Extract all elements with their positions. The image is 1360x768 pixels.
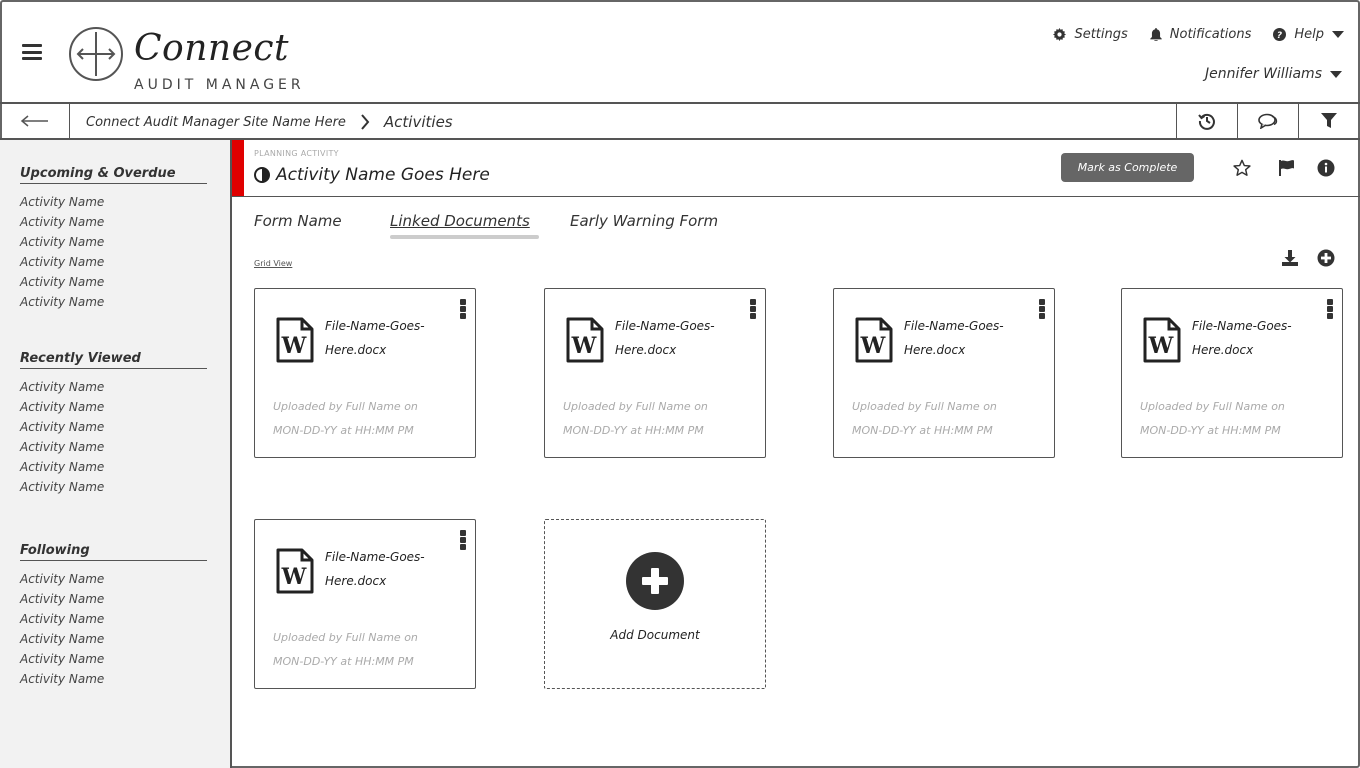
- add-document-card[interactable]: [544, 519, 766, 689]
- svg-text:W: W: [281, 564, 307, 590]
- sidebar-heading: Following: [20, 543, 207, 561]
- sidebar-item[interactable]: Activity Name: [20, 652, 105, 666]
- back-button[interactable]: [0, 104, 70, 138]
- activity-header: [232, 140, 1360, 197]
- document-upload-info: Uploaded by Full Name on MON-DD-YY at HH:MM PM: [852, 400, 997, 437]
- chevron-right-icon: [360, 114, 370, 130]
- sidebar-item[interactable]: Activity Name: [20, 215, 105, 229]
- info-icon: [1317, 159, 1335, 177]
- sidebar-section-following: [20, 543, 207, 689]
- connect-logo-icon: [68, 26, 124, 82]
- sidebar: [0, 140, 232, 768]
- document-file-name: File-Name-Goes- Here.docx: [904, 319, 1004, 357]
- document-file-name: File-Name-Goes- Here.docx: [1192, 319, 1292, 357]
- user-name-label: Jennifer Williams: [1204, 66, 1322, 82]
- breadcrumb: [86, 113, 453, 131]
- activity-name: Activity Name Goes Here: [276, 165, 490, 185]
- settings-link[interactable]: [1053, 27, 1127, 42]
- star-icon: [1233, 159, 1251, 177]
- download-icon: [1281, 249, 1299, 267]
- svg-text:?: ?: [1277, 30, 1283, 41]
- document-upload-info: Uploaded by Full Name on MON-DD-YY at HH:MM PM: [563, 400, 708, 437]
- svg-text:W: W: [1148, 333, 1174, 359]
- tab-form-name[interactable]: Form Name: [254, 212, 342, 230]
- document-upload-info: Uploaded by Full Name on MON-DD-YY at HH:MM PM: [1140, 400, 1285, 437]
- history-icon: [1198, 112, 1216, 130]
- document-upload-info: Uploaded by Full Name on MON-DD-YY at HH:MM PM: [273, 400, 418, 437]
- document-card[interactable]: [833, 288, 1055, 458]
- active-tab-indicator: [390, 235, 539, 239]
- plus-circle-icon: [1317, 249, 1335, 267]
- add-button[interactable]: [1316, 248, 1336, 268]
- app-title: Connect: [134, 28, 290, 69]
- document-card[interactable]: [254, 288, 476, 458]
- sidebar-item[interactable]: Activity Name: [20, 480, 105, 494]
- sidebar-item[interactable]: Activity Name: [20, 440, 105, 454]
- notifications-label: Notifications: [1169, 27, 1252, 42]
- flag-button[interactable]: [1276, 158, 1296, 178]
- kebab-menu-icon[interactable]: [459, 299, 467, 319]
- sidebar-item[interactable]: Activity Name: [20, 255, 105, 269]
- kebab-menu-icon[interactable]: [459, 530, 467, 550]
- tab-linked-documents[interactable]: Linked Documents: [390, 212, 530, 230]
- sidebar-item[interactable]: Activity Name: [20, 572, 105, 586]
- filter-button[interactable]: [1298, 104, 1359, 138]
- sidebar-item[interactable]: Activity Name: [20, 672, 105, 686]
- sidebar-item[interactable]: Activity Name: [20, 612, 105, 626]
- mark-complete-button[interactable]: Mark as Complete: [1061, 153, 1194, 182]
- kebab-menu-icon[interactable]: [1326, 299, 1334, 319]
- svg-text:W: W: [860, 333, 886, 359]
- breadcrumb-current: Activities: [383, 113, 453, 131]
- notifications-link[interactable]: [1150, 27, 1252, 42]
- sidebar-section-recent: [20, 351, 207, 497]
- word-doc-icon: [1142, 317, 1182, 363]
- sidebar-item[interactable]: Activity Name: [20, 592, 105, 606]
- plus-circle-icon: [626, 552, 684, 610]
- kebab-menu-icon[interactable]: [1038, 299, 1046, 319]
- kebab-menu-icon[interactable]: [749, 299, 757, 319]
- comments-button[interactable]: [1237, 104, 1298, 138]
- history-button[interactable]: [1176, 104, 1237, 138]
- comments-icon: [1258, 113, 1278, 129]
- breadcrumb-bar: [0, 104, 1360, 140]
- svg-text:W: W: [571, 333, 597, 359]
- document-file-name: File-Name-Goes- Here.docx: [325, 319, 425, 357]
- info-button[interactable]: [1316, 158, 1336, 178]
- half-circle-status-icon: [254, 167, 270, 183]
- help-label: Help: [1294, 27, 1324, 42]
- chevron-down-icon: [1330, 71, 1342, 78]
- sidebar-item[interactable]: Activity Name: [20, 195, 105, 209]
- activity-type-label: PLANNING ACTIVITY: [254, 149, 339, 158]
- sidebar-item[interactable]: Activity Name: [20, 275, 105, 289]
- star-button[interactable]: [1232, 158, 1252, 178]
- document-card[interactable]: [1121, 288, 1343, 458]
- app-header: [0, 0, 1360, 104]
- top-links: [1053, 27, 1344, 42]
- activity-title: [254, 165, 490, 185]
- sidebar-item[interactable]: Activity Name: [20, 400, 105, 414]
- sidebar-item[interactable]: Activity Name: [20, 235, 105, 249]
- arrow-left-icon: [20, 115, 50, 127]
- filter-icon: [1321, 113, 1337, 129]
- question-icon: [1273, 28, 1286, 41]
- sidebar-item[interactable]: Activity Name: [20, 632, 105, 646]
- sidebar-heading: Recently Viewed: [20, 351, 207, 369]
- tab-early-warning-form[interactable]: Early Warning Form: [570, 212, 719, 230]
- help-link[interactable]: [1273, 27, 1344, 42]
- breadcrumb-site-link[interactable]: Connect Audit Manager Site Name Here: [86, 114, 346, 130]
- app-subtitle: AUDIT MANAGER: [134, 77, 305, 93]
- sidebar-item[interactable]: Activity Name: [20, 460, 105, 474]
- settings-label: Settings: [1074, 27, 1128, 42]
- sidebar-item[interactable]: Activity Name: [20, 295, 105, 309]
- sidebar-section-upcoming: [20, 166, 207, 312]
- word-doc-icon: [854, 317, 894, 363]
- user-menu[interactable]: [1205, 66, 1342, 82]
- download-button[interactable]: [1280, 248, 1300, 268]
- document-file-name: File-Name-Goes- Here.docx: [325, 550, 425, 588]
- word-doc-icon: [275, 317, 315, 363]
- document-card[interactable]: [254, 519, 476, 689]
- document-upload-info: Uploaded by Full Name on MON-DD-YY at HH:MM PM: [273, 631, 418, 668]
- hamburger-menu-icon[interactable]: [22, 44, 42, 60]
- activity-status-accent: [232, 140, 244, 196]
- chevron-down-icon: [1332, 31, 1344, 38]
- document-file-name: File-Name-Goes- Here.docx: [615, 319, 715, 357]
- sidebar-heading: Upcoming & Overdue: [20, 166, 207, 184]
- add-document-label: Add Document: [610, 628, 700, 642]
- grid-view-toggle[interactable]: Grid View: [254, 259, 293, 268]
- document-card[interactable]: [544, 288, 766, 458]
- word-doc-icon: [565, 317, 605, 363]
- word-doc-icon: [275, 548, 315, 594]
- bell-icon: [1150, 28, 1162, 41]
- sidebar-item[interactable]: Activity Name: [20, 420, 105, 434]
- sidebar-item[interactable]: Activity Name: [20, 380, 105, 394]
- gear-icon: [1053, 28, 1066, 41]
- flag-icon: [1277, 159, 1295, 177]
- svg-text:W: W: [281, 333, 307, 359]
- plus-icon: [640, 566, 670, 596]
